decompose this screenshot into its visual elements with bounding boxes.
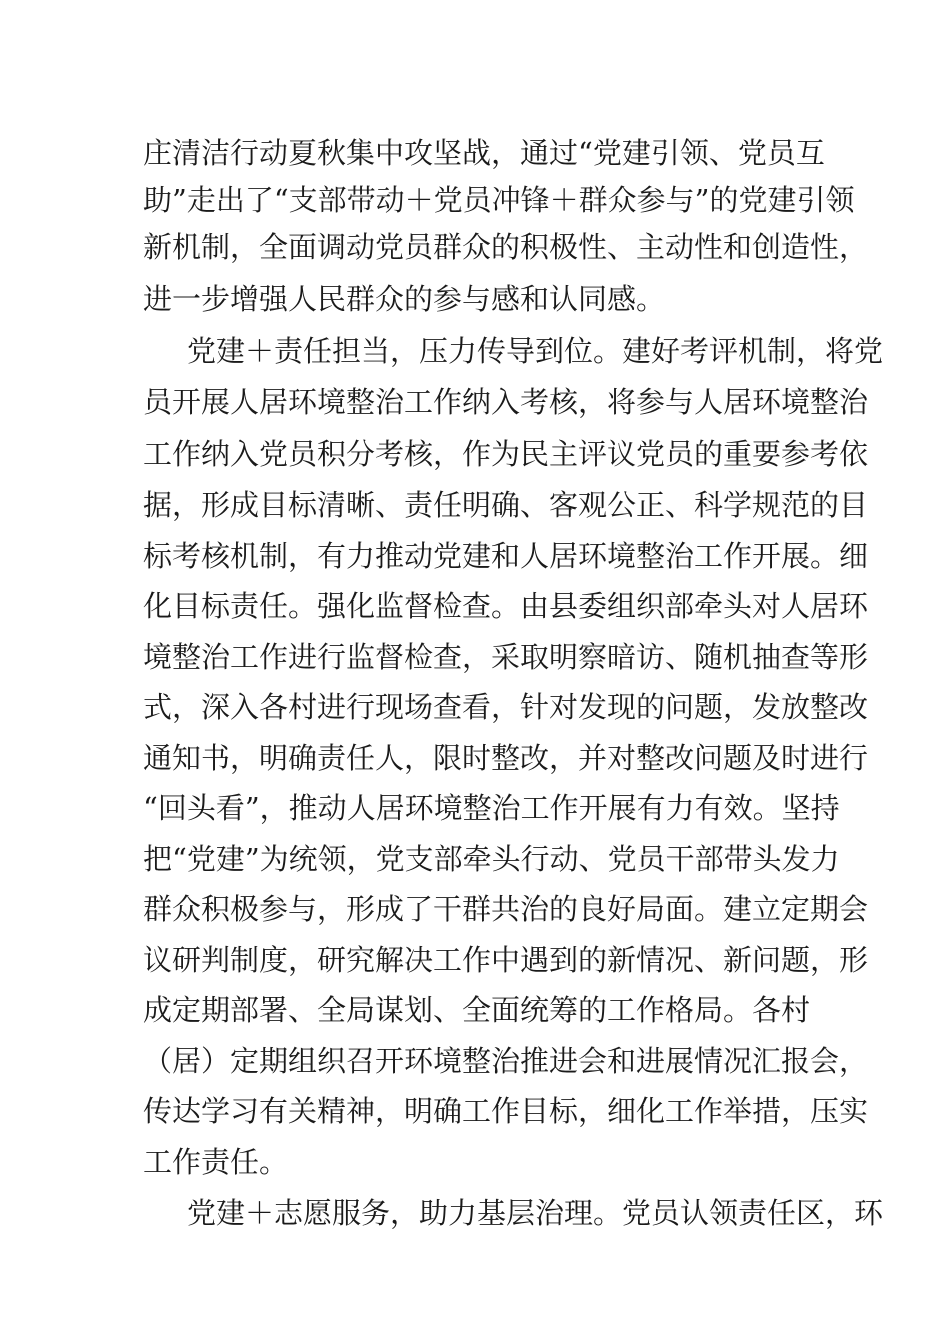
text-line: 进一步增强人民群众的参与感和认同感。 bbox=[143, 282, 666, 316]
text-line: 化目标责任。强化监督检查。由县委组织部牵头对人居环 bbox=[143, 589, 869, 623]
text-line: 境整治工作进行监督检查，采取明察暗访、随机抽查等形 bbox=[143, 640, 869, 674]
text-line: 群众积极参与，形成了干群共治的良好局面。建立定期会 bbox=[143, 892, 869, 926]
text-line: 助”走出了“支部带动＋党员冲锋＋群众参与”的党建引领 bbox=[143, 183, 855, 217]
text-line: “回头看”，推动人居环境整治工作开展有力有效。坚持 bbox=[143, 791, 840, 825]
text-line: 把“党建”为统领，党支部牵头行动、党员干部带头发力 bbox=[143, 842, 840, 876]
paragraph-first-line: 党建＋责任担当，压力传导到位。建好考评机制，将党 bbox=[187, 334, 884, 368]
text-line: 新机制，全面调动党员群众的积极性、主动性和创造性， bbox=[143, 230, 869, 264]
text-line: 传达学习有关精神，明确工作目标，细化工作举措，压实 bbox=[143, 1094, 869, 1128]
text-line: 工作纳入党员积分考核，作为民主评议党员的重要参考依 bbox=[143, 437, 869, 471]
text-line: 式，深入各村进行现场查看，针对发现的问题，发放整改 bbox=[143, 690, 869, 724]
text-line: 庄清洁行动夏秋集中攻坚战，通过“党建引领、党员互 bbox=[143, 136, 825, 170]
text-line: 议研判制度，研究解决工作中遇到的新情况、新问题，形 bbox=[143, 943, 869, 977]
text-line: 标考核机制，有力推动党建和人居环境整治工作开展。细 bbox=[143, 539, 869, 573]
text-line: 成定期部署、全局谋划、全面统筹的工作格局。各村 bbox=[143, 993, 811, 1027]
text-line: 员开展人居环境整治工作纳入考核，将参与人居环境整治 bbox=[143, 385, 869, 419]
text-line: 通知书，明确责任人，限时整改，并对整改问题及时进行 bbox=[143, 741, 869, 775]
text-line: 据，形成目标清晰、责任明确、客观公正、科学规范的目 bbox=[143, 488, 869, 522]
paragraph-first-line: 党建＋志愿服务，助力基层治理。党员认领责任区，环 bbox=[187, 1196, 884, 1230]
text-line: （居）定期组织召开环境整治推进会和进展情况汇报会， bbox=[143, 1044, 869, 1078]
text-line: 工作责任。 bbox=[143, 1145, 289, 1179]
